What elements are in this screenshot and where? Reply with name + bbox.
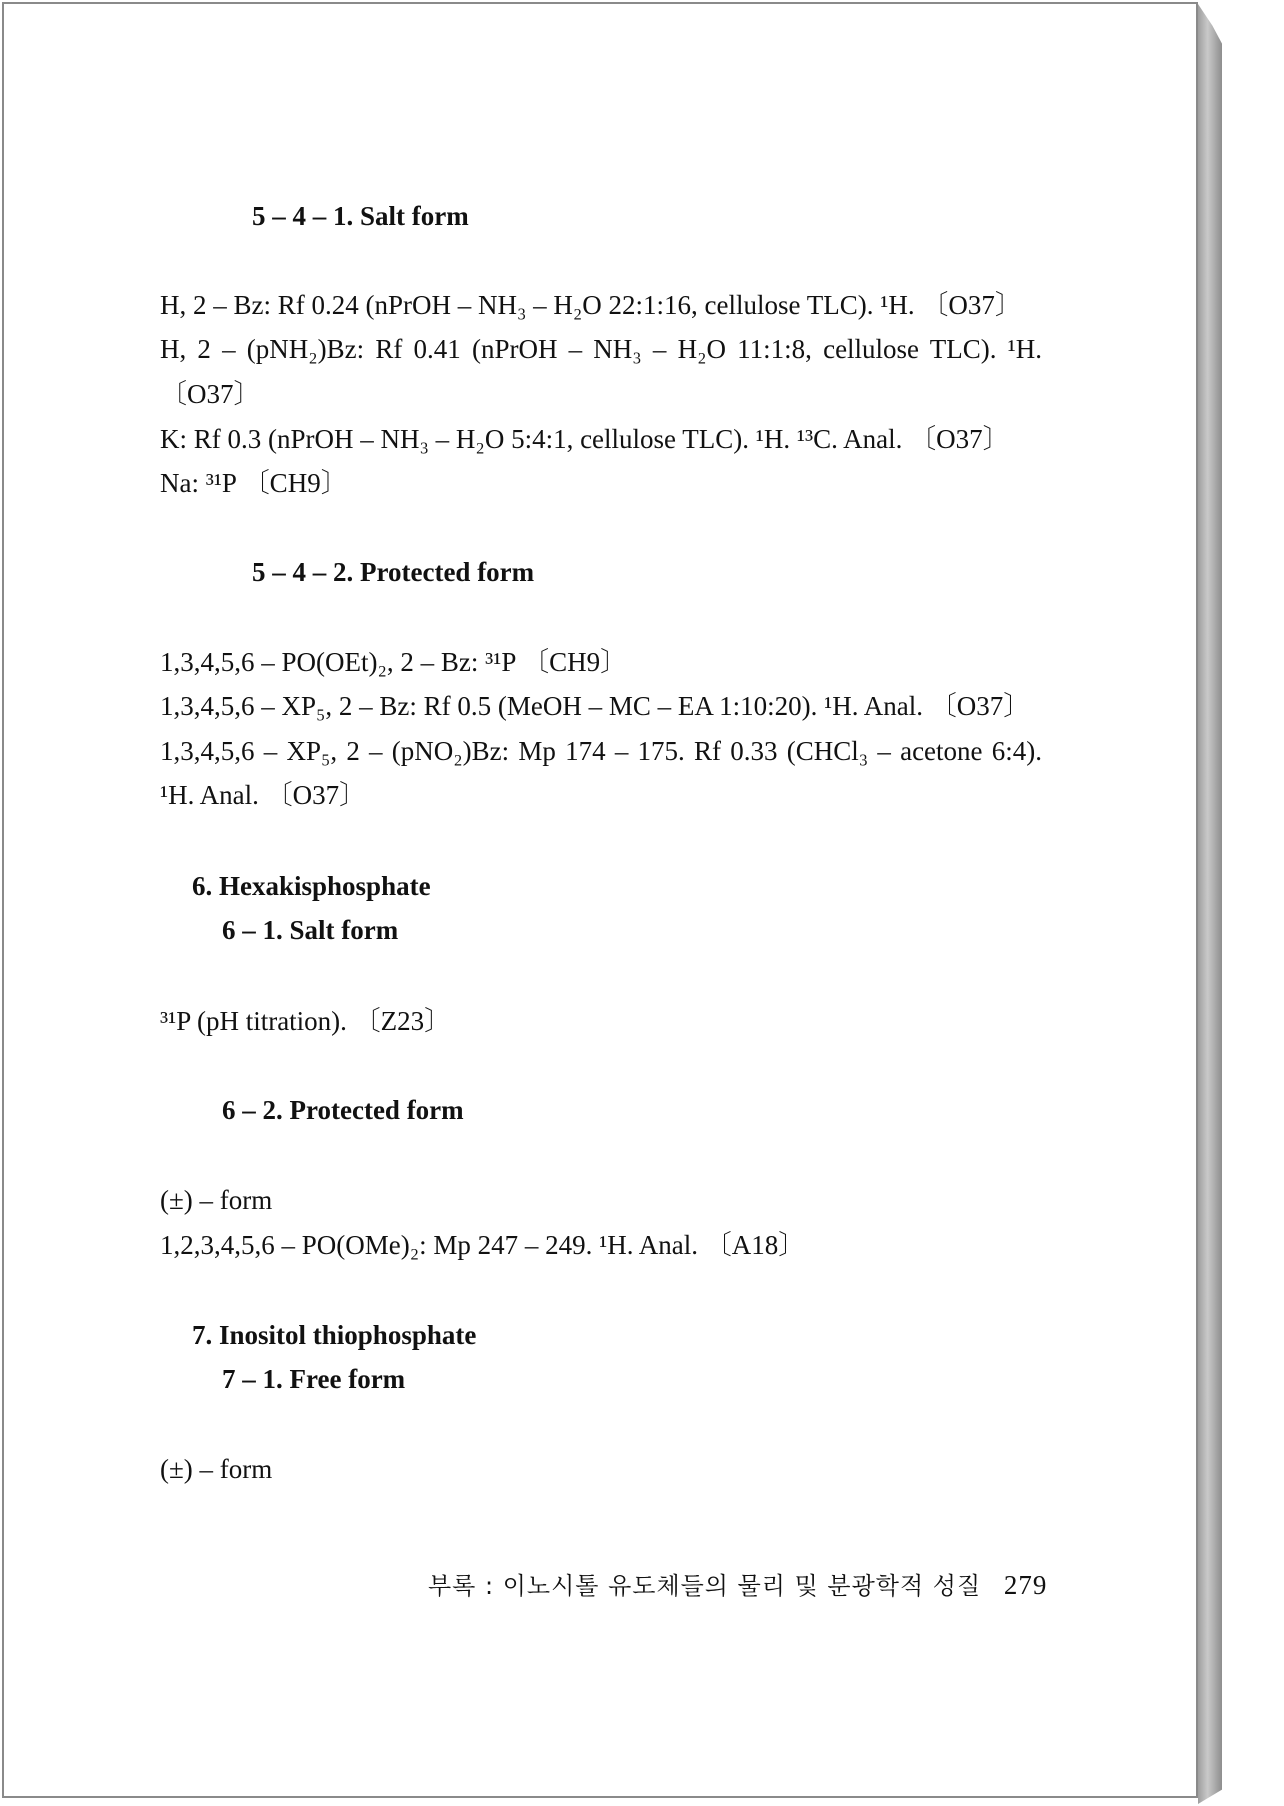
section-heading-5-4-2: 5 – 4 – 2. Protected form [252,557,535,587]
entry-line: H, 2 – Bz: Rf 0.24 (nPrOH – NH₃ – H₂O 22:1:16, cellulose TLC). ¹H. 〔O37〕 [160,290,1022,320]
entry-line: ¹H. Anal. 〔O37〕 [160,780,367,810]
entry-line: 1,2,3,4,5,6 – PO(OMe)₂: Mp 247 – 249. ¹H. Anal. 〔A18〕 [160,1230,806,1260]
entry-line: 〔O37〕 [160,379,261,409]
section-heading-7: 7. Inositol thiophosphate [192,1320,477,1350]
entry-line: H, 2 – (pNH₂)Bz: Rf 0.41 (nPrOH – NH₃ – H₂O 11:1:8, cellulose TLC). ¹H. [160,334,1042,364]
entry-line: (±) – form [160,1185,273,1215]
entry-line: 1,3,4,5,6 – PO(OEt)₂, 2 – Bz: ³¹P 〔CH9〕 [160,647,628,677]
book-page [2,2,1198,1798]
running-title: 부록 : 이노시톨 유도체들의 물리 및 분광학적 성질 [428,1572,982,1600]
section-heading-5-4-1: 5 – 4 – 1. Salt form [252,201,469,231]
entry-line: K: Rf 0.3 (nPrOH – NH₃ – H₂O 5:4:1, cellulose TLC). ¹H. ¹³C. Anal. 〔O37〕 [160,424,1010,454]
section-heading-6-2: 6 – 2. Protected form [222,1095,464,1125]
section-heading-6: 6. Hexakisphosphate [192,871,431,901]
page-edge-shadow [1198,4,1222,1804]
entry-line: (±) – form [160,1454,273,1484]
page-number: 279 [1003,1570,1048,1600]
page-footer [428,1568,1047,1603]
entry-line: Na: ³¹P 〔CH9〕 [160,468,348,498]
entry-line: ³¹P (pH titration). 〔Z23〕 [160,1006,452,1036]
section-heading-6-1: 6 – 1. Salt form [222,915,399,945]
entry-line: 1,3,4,5,6 – XP₅, 2 – (pNO₂)Bz: Mp 174 – 175. Rf 0.33 (CHCl₃ – acetone 6:4). [160,736,1042,766]
section-heading-7-1: 7 – 1. Free form [222,1364,406,1394]
entry-line: 1,3,4,5,6 – XP₅, 2 – Bz: Rf 0.5 (MeOH – MC – EA 1:10:20). ¹H. Anal. 〔O37〕 [160,691,1031,721]
